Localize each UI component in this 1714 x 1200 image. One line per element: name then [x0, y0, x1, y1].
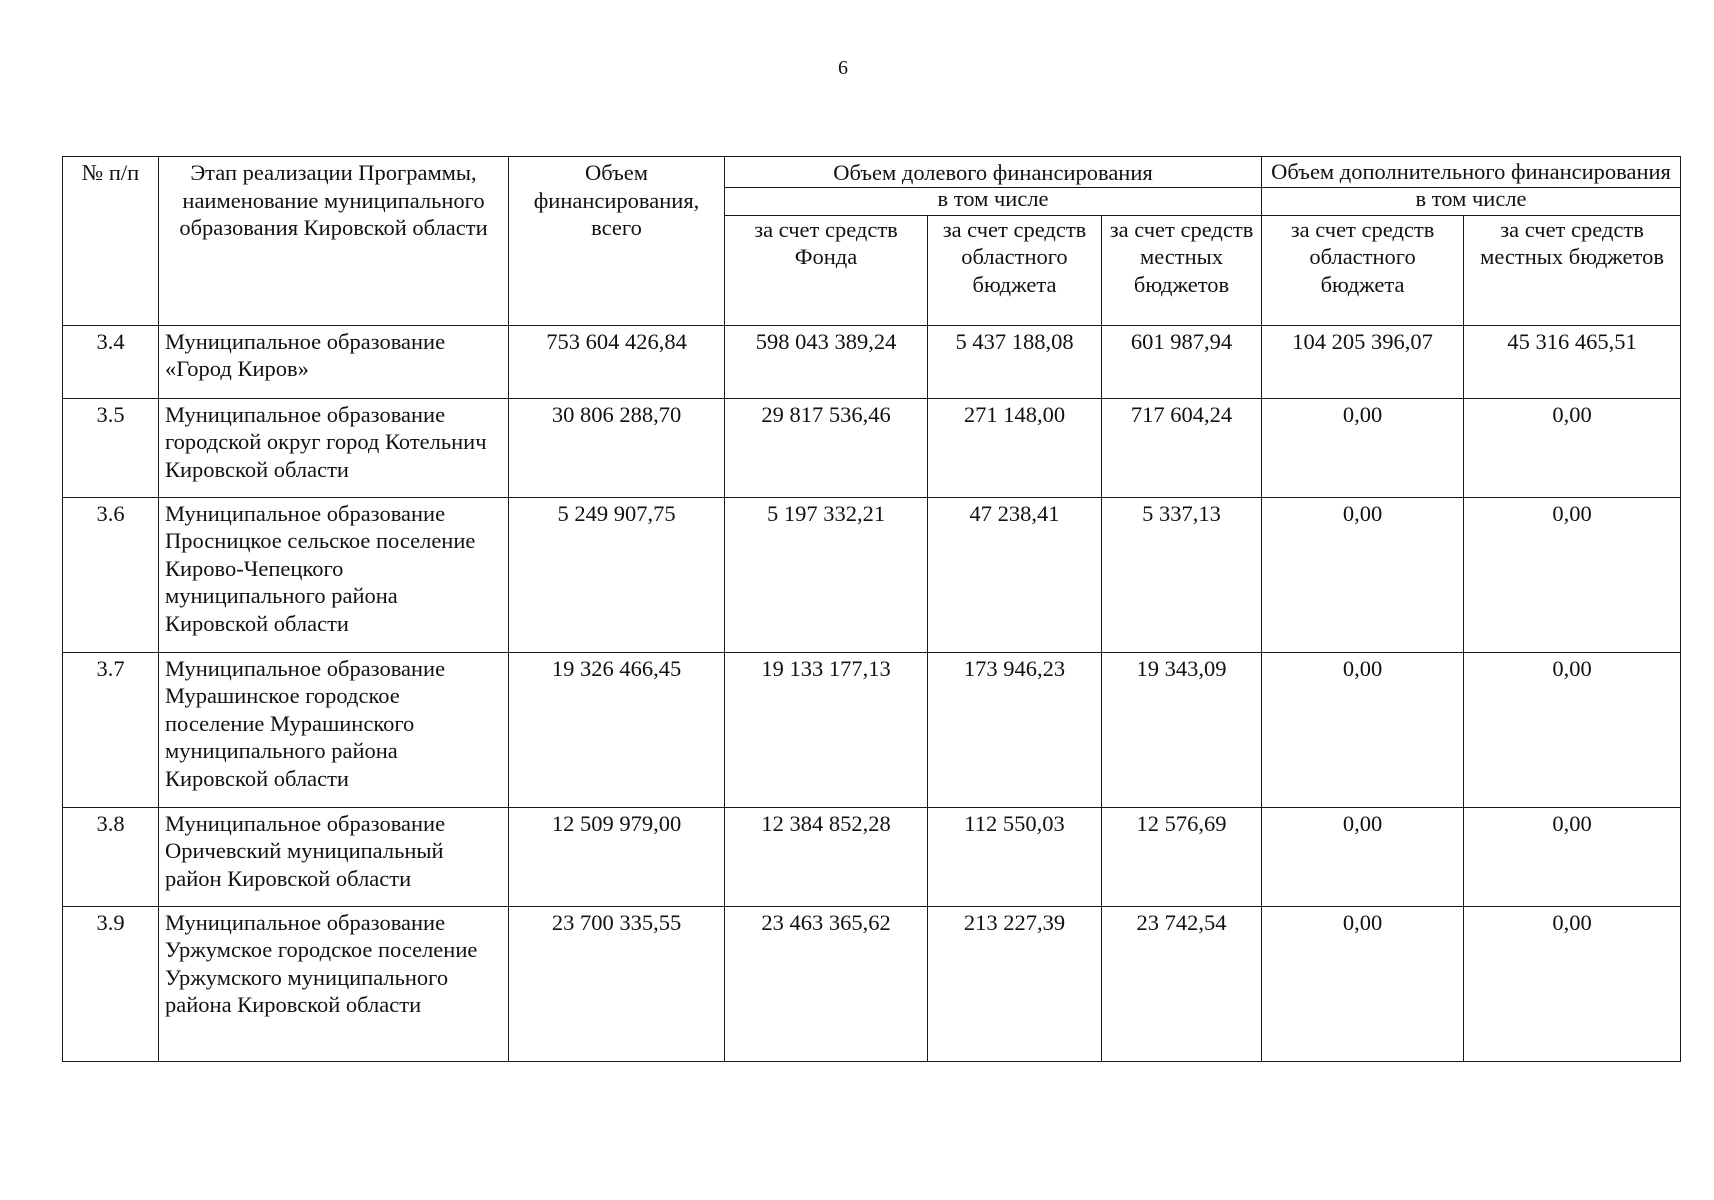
row-add-regional: 0,00	[1262, 398, 1464, 497]
row-add-regional: 104 205 396,07	[1262, 325, 1464, 398]
row-total: 12 509 979,00	[509, 807, 725, 906]
header-incl-shared: в том числе	[725, 187, 1262, 215]
row-regional: 5 437 188,08	[928, 325, 1102, 398]
row-num: 3.9	[63, 906, 159, 1061]
row-regional: 213 227,39	[928, 906, 1102, 1061]
header-add-regional: за счет средств областного бюджета	[1262, 215, 1464, 325]
table-row	[63, 398, 1681, 497]
row-total: 5 249 907,75	[509, 497, 725, 652]
header-stage: Этап реализации Программы, наименование муниципального образования Кировской области	[159, 157, 509, 326]
row-add-local: 0,00	[1464, 398, 1681, 497]
row-local: 717 604,24	[1102, 398, 1262, 497]
row-add-regional: 0,00	[1262, 497, 1464, 652]
header-local: за счет средств местных бюджетов	[1102, 215, 1262, 325]
row-local: 23 742,54	[1102, 906, 1262, 1061]
header-incl-additional: в том числе	[1262, 187, 1681, 215]
row-fund: 12 384 852,28	[725, 807, 928, 906]
header-fund: за счет средств Фонда	[725, 215, 928, 325]
row-num: 3.6	[63, 497, 159, 652]
row-name: Муниципальное образование Уржумское городское поселение Уржумского муниципального района Кировской области	[159, 906, 509, 1061]
table-row	[63, 652, 1681, 807]
row-add-local: 45 316 465,51	[1464, 325, 1681, 398]
table-row	[63, 807, 1681, 906]
row-fund: 23 463 365,62	[725, 906, 928, 1061]
row-total: 23 700 335,55	[509, 906, 725, 1061]
row-regional: 47 238,41	[928, 497, 1102, 652]
row-name: Муниципальное образование Просницкое сельское поселение Кирово-Чепецкого муниципального района Кировской области	[159, 497, 509, 652]
financing-table	[62, 156, 1681, 1062]
row-total: 19 326 466,45	[509, 652, 725, 807]
row-fund: 598 043 389,24	[725, 325, 928, 398]
row-name: Муниципальное образование Оричевский муниципальный район Кировской области	[159, 807, 509, 906]
row-local: 12 576,69	[1102, 807, 1262, 906]
row-num: 3.8	[63, 807, 159, 906]
row-add-local: 0,00	[1464, 906, 1681, 1061]
header-shared-financing: Объем долевого финансирования	[725, 157, 1262, 188]
row-local: 19 343,09	[1102, 652, 1262, 807]
header-row-1	[63, 157, 1681, 188]
row-add-local: 0,00	[1464, 497, 1681, 652]
row-name: Муниципальное образование городской округ город Котельнич Кировской области	[159, 398, 509, 497]
row-total: 753 604 426,84	[509, 325, 725, 398]
row-add-regional: 0,00	[1262, 807, 1464, 906]
row-local: 601 987,94	[1102, 325, 1262, 398]
header-regional: за счет средств областного бюджета	[928, 215, 1102, 325]
row-num: 3.7	[63, 652, 159, 807]
row-num: 3.4	[63, 325, 159, 398]
row-total: 30 806 288,70	[509, 398, 725, 497]
row-regional: 271 148,00	[928, 398, 1102, 497]
row-name: Муниципальное образование «Город Киров»	[159, 325, 509, 398]
row-fund: 29 817 536,46	[725, 398, 928, 497]
page-number: 6	[838, 57, 848, 79]
row-name: Муниципальное образование Мурашинское городское поселение Мурашинского муниципального района Кировской области	[159, 652, 509, 807]
row-regional: 173 946,23	[928, 652, 1102, 807]
header-total: Объем финансирования, всего	[509, 157, 725, 326]
row-num: 3.5	[63, 398, 159, 497]
table-row	[63, 497, 1681, 652]
row-fund: 19 133 177,13	[725, 652, 928, 807]
row-regional: 112 550,03	[928, 807, 1102, 906]
row-add-regional: 0,00	[1262, 652, 1464, 807]
table-row	[63, 325, 1681, 398]
row-fund: 5 197 332,21	[725, 497, 928, 652]
row-add-local: 0,00	[1464, 652, 1681, 807]
row-local: 5 337,13	[1102, 497, 1262, 652]
row-add-regional: 0,00	[1262, 906, 1464, 1061]
header-additional-financing: Объем дополнительного финансирования	[1262, 157, 1681, 188]
header-num: № п/п	[63, 157, 159, 326]
row-add-local: 0,00	[1464, 807, 1681, 906]
header-add-local: за счет средств местных бюджетов	[1464, 215, 1681, 325]
table-row	[63, 906, 1681, 1061]
